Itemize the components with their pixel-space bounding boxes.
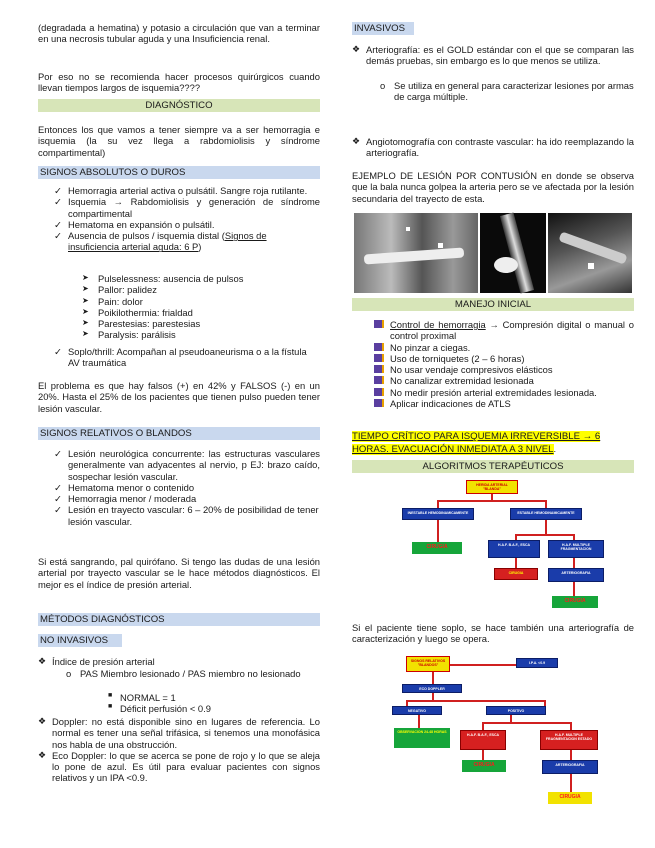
list-item: No pinzar a ciegas.: [352, 342, 634, 353]
list-item: ✓ Ausencia de pulsos / isquemia distal (Signos de insuficiencia arterial aguda: 6 P): [54, 230, 267, 253]
list-item: No usar vendaje compresivos elásticos: [352, 364, 634, 375]
list-item: Aplicar indicaciones de ATLS: [352, 398, 634, 409]
flow2-haf2: H.A.F. MULTIPLE FRAGMENTACION ESTADO: [540, 730, 598, 750]
flow2-middle: ECO DOPPLER: [402, 684, 462, 693]
pas-list: [38, 668, 320, 679]
list-item: ➤ Pulselessness: ausencia de pulsos: [82, 273, 244, 284]
flow1-haf1: H.A.F. B.A.F., ESCA: [488, 540, 540, 558]
list-item: ■ Déficit perfusión < 0.9: [108, 703, 211, 715]
flow2-haf1: H.A.F. B.A.F., ESCA: [460, 730, 506, 750]
flow1-top: HERIDA ARTERIAL "BLANDA": [466, 480, 518, 494]
flow2-obs: OBSERVACION 24-48 HORAS: [394, 728, 450, 748]
xray-image-1: [354, 213, 478, 293]
list-item: Control de hemorragia → Compresión digital o manual o control proximal: [352, 319, 634, 342]
relativos-list: [38, 448, 320, 527]
flow1-cirugia: CIRUGIA: [412, 542, 462, 554]
list-item: ✓ Hemorragia menor / moderada: [54, 493, 197, 505]
list-item: ❖ Angiotomografía con contraste vascular: ha ido reemplazando la arteriografía.: [352, 136, 634, 159]
list-item: ➤ Poikilothermia: frialdad: [82, 306, 193, 318]
list-item: o Se utiliza en general para caracterizar lesiones por armas de carga múltiple.: [380, 80, 634, 103]
pas-values: [38, 692, 320, 715]
list-item: ❖ Eco Doppler: lo que se acerca se pone de rojo y lo que se aleja lo pone de azul. Es útil para evaluar pacientes con signos relativos y un IPA <0.9.: [38, 749, 320, 784]
angio-list: [352, 136, 634, 159]
xray-images: [354, 213, 632, 293]
list-item: ❖ Arteriografía: es el GOLD estándar con el que se comparan las demás pruebas, sin embargo es lo que menos se utiliza.: [352, 44, 634, 67]
absolutos-list: [38, 185, 320, 253]
list-item: ➤ Parestesias: parestesias: [82, 318, 201, 330]
arteriografia-list: [352, 44, 634, 67]
flow2-cirugia2: CIRUGIA: [548, 792, 592, 804]
intro-paragraph: (degradada a hematina) y potasio a circulación que van a terminar en una necrosis tubular aguda y una Insuficiencia renal.: [38, 22, 320, 45]
flow2-top: SIGNOS RELATIVOS "BLANDOS": [406, 656, 450, 672]
relativos-header: SIGNOS RELATIVOS O BLANDOS: [38, 427, 320, 440]
list-item: ✓ Isquemia → Rabdomiolisis y generación de síndrome compartimental: [54, 196, 320, 219]
flowchart-1: [402, 478, 592, 608]
flow1-cirugia2: CIRUGIA: [494, 568, 538, 580]
list-item: o PAS Miembro lesionado / PAS miembro no lesionado: [66, 668, 301, 679]
flowchart-2: [392, 654, 592, 804]
metodos-header: MÉTODOS DIAGNÓSTICOS: [38, 613, 320, 626]
falsos-paragraph: El problema es que hay falsos (+) en 42% y FALSOS (-) en un 20%. Hasta el 25% de los pacientes que tienen pulso pueden tener lesión vascular.: [38, 380, 320, 414]
six-p-list: [38, 273, 320, 341]
flow1-cirugia3: CIRUGIA: [552, 596, 598, 608]
list-item: No canalizar extremidad lesionada: [352, 375, 634, 386]
list-item: ✓ Hemorragia arterial activa o pulsátil. Sangre roja rutilante.: [54, 185, 308, 196]
recommend-paragraph: Por eso no se recomienda hacer procesos quirúrgicos cuando llevan tiempos largos de isquemia????: [38, 71, 320, 94]
tiempo-critico: TIEMPO CRÍTICO PARA ISQUEMIA IRREVERSIBLE → 6 HORAS. EVACUACIÓN INMEDIATA A 3 NIVEL.: [352, 431, 601, 455]
list-item: Uso de torniquetes (2 – 6 horas): [352, 353, 634, 364]
diagnostico-text: Entonces los que vamos a tener siempre va a ser hemorragia e isquemia (la su vez llega a rabdomiolisis y síndrome compartimental): [38, 124, 320, 158]
list-item: ❖ Índice de presión arterial: [38, 656, 155, 667]
list-item: ➤ Pallor: palidez: [82, 284, 157, 296]
flow2-arterio: ARTERIOGRAFIA: [542, 760, 598, 774]
ejemplo-paragraph: EJEMPLO DE LESIÓN POR CONTUSIÓN en donde se observa que la bala nunca golpea la arteria pero se ve afectada por la lesión secundaria del trayecto de esta.: [352, 170, 634, 204]
list-item: ✓ Hematoma en expansión o pulsátil.: [54, 218, 215, 230]
list-item: No medir presión arterial extremidades lesionada.: [352, 387, 634, 398]
list-item: ➤ Pain: dolor: [82, 295, 143, 307]
list-item: ✓ Hematoma menor o contenido: [54, 481, 195, 493]
control-hemorragia-link: Control de hemorragia: [390, 319, 486, 330]
absolutos-header: SIGNOS ABSOLUTOS O DUROS: [38, 166, 320, 179]
indice-list: [38, 656, 320, 667]
flow1-inestable: INESTABLE HEMODINAMICAMENTE: [402, 508, 474, 520]
sangrando-paragraph: Si está sangrando, pal quirófano. Si tengo las dudas de una lesión arterial por trayecto vascular se le hace métodos diagnósticos. El mejor es el índice de presión arterial.: [38, 556, 320, 590]
flow2-cirugia: CIRUGIA: [462, 760, 506, 772]
flow1-estable: ESTABLE HEMODINAMICAMENTE: [510, 508, 582, 520]
list-item: ❖ Doppler: no está disponible sino en lugares de referencia. Lo normal es tener una señal trifásica, si tenemos una monofásica nos habla de una obstrucción.: [38, 716, 320, 750]
no-invasivos-header: NO INVASIVOS: [38, 634, 122, 647]
soplo-list: [38, 346, 320, 369]
manejo-list: [352, 319, 634, 409]
xray-image-3: [548, 213, 632, 293]
list-item: ✓ Soplo/thrill: Acompañan al pseudoaneurisma o a la fístula AV traumática: [54, 346, 307, 369]
doppler-list: [38, 716, 320, 784]
invasivos-header: INVASIVOS: [352, 22, 414, 35]
list-item: ✓ Lesión neurológica concurrente: las estructuras vasculares generalmente van adyacentes al nervio, p EJ: brazo caído, sospechar lesión vascular.: [54, 448, 320, 482]
six-p-link: Signos de insuficiencia arterial aguda: 6 P: [68, 230, 267, 253]
list-item: ✓ Lesión en trayecto vascular: 6 – 20% de posibilidad de tener lesión vascular.: [54, 504, 319, 527]
list-item: ■ NORMAL = 1: [108, 692, 176, 703]
diagnostico-header: DIAGNÓSTICO: [38, 99, 320, 112]
flow2-pos: POSITIVO: [486, 706, 546, 715]
xray-image-2: [480, 213, 546, 293]
soplo-paragraph: Si el paciente tiene soplo, se hace también una arteriografía de caracterización y luego se opera.: [352, 622, 634, 645]
list-item: ➤ Paralysis: parálisis: [82, 329, 176, 341]
flow1-haf2: H.A.F. MULTIPLE FRAGMENTACION: [548, 540, 604, 558]
flow2-ipa: I.P.A. <0.9: [516, 658, 558, 668]
algoritmos-header: ALGORITMOS TERAPÉUTICOS: [352, 460, 634, 473]
flow1-arterio: ARTERIOGRAFIA: [548, 568, 604, 582]
flow2-neg: NEGATIVO: [392, 706, 442, 715]
manejo-header: MANEJO INICIAL: [352, 298, 634, 311]
arteriografia-sub: [352, 80, 634, 103]
